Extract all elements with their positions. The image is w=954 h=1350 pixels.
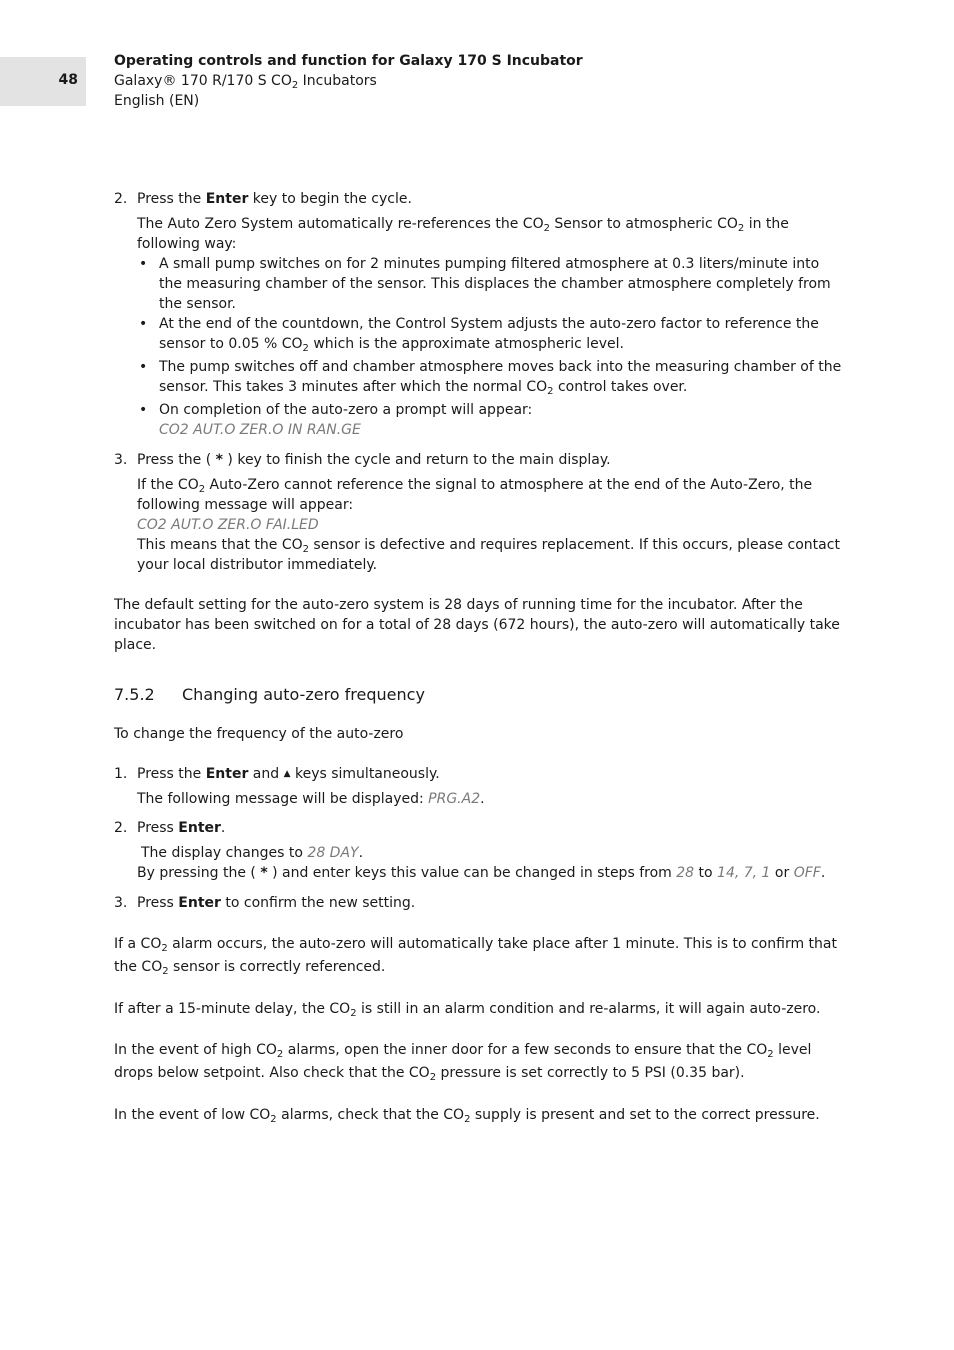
freq-step-1-message: The following message will be displayed: PRG.A2.	[137, 791, 485, 807]
section-title: Changing auto-zero frequency	[182, 685, 425, 704]
display-message: CO2 AUT.O ZER.O IN RAN.GE	[159, 422, 361, 438]
step-2: 2. Press the Enter key to begin the cycle.	[114, 191, 412, 207]
list-item: • At the end of the countdown, the Control System adjusts the auto-zero factor to reference the sensor to 0.05 % $CO_2$ which is the approximate atmospheric level.	[139, 316, 819, 354]
delay-paragraph: If after a 15-minute delay, the $CO_2$ is still in an alarm condition and re-alarms, it will again auto-zero.	[114, 1001, 821, 1019]
list-item: • A small pump switches on for 2 minutes pumping filtered atmosphere at 0.3 liters/minute into the measuring chamber of the sensor. This displaces the chamber atmosphere completely from the sensor.	[139, 256, 831, 312]
display-message: CO2 AUT.O ZER.O FAI.LED	[137, 517, 319, 533]
header-language: English (EN)	[114, 93, 200, 109]
auto-zero-bullets	[114, 254, 842, 440]
document-body	[114, 189, 842, 1125]
running-header	[114, 51, 583, 111]
freq-step-2-detail: The display changes to 28 DAY. By pressing the ( * ) and enter keys this value can be changed in steps from 28 to 14, 7, 1 or OFF.	[137, 845, 826, 881]
freq-step-2: 2. Press Enter.	[114, 820, 226, 836]
display-message: PRG.A2	[428, 791, 481, 807]
auto-zero-failure-text: If the $CO_2$ Auto-Zero cannot reference the signal to atmosphere at the end of the Auto-Zero, the following message will appear: CO2 AUT.O ZER.O FAI.LED This means that the $CO_2$ sensor is defective and requires replacement. If this occurs, please contact your local distributor immediately.	[137, 477, 840, 573]
key-star: *	[215, 452, 223, 468]
section-heading	[114, 684, 842, 706]
alarm-paragraph: If a $CO_2$ alarm occurs, the auto-zero will automatically take place after 1 minute. This is to confirm that the $CO_2$ sensor is correctly referenced.	[114, 936, 837, 977]
auto-zero-intro: The Auto Zero System automatically re-references the $CO_2$ Sensor to atmospheric $CO_2$ in the following way:	[137, 216, 789, 252]
freq-step-3: 3. Press Enter to confirm the new setting.	[114, 895, 416, 911]
high-co2-paragraph: In the event of high $CO_2$ alarms, open the inner door for a few seconds to ensure that the $CO_2$ level drops below setpoint. Also check that the $CO_2$ pressure is set correctly to 5 PSI (0.35 bar).	[114, 1042, 812, 1083]
header-title: Operating controls and function for Galaxy 170 S Incubator	[114, 53, 583, 69]
default-setting-paragraph: The default setting for the auto-zero system is 28 days of running time for the incubator. After the incubator has been switched on for a total of 28 days (672 hours), the auto-zero will automatically take place.	[114, 597, 840, 653]
section-intro: To change the frequency of the auto-zero	[114, 726, 404, 742]
header-subtitle: Galaxy® 170 R/170 S $CO_2$ Incubators	[114, 73, 377, 91]
key-enter: Enter	[178, 895, 221, 911]
page-number: 48	[58, 72, 78, 88]
up-arrow-icon: ▲	[283, 769, 291, 779]
key-enter: Enter	[205, 766, 249, 782]
list-item: • The pump switches off and chamber atmosphere moves back into the measuring chamber of the sensor. This takes 3 minutes after which the normal $CO_2$ control takes over.	[139, 359, 842, 397]
key-enter: Enter	[178, 820, 221, 836]
low-co2-paragraph: In the event of low $CO_2$ alarms, check that the $CO_2$ supply is present and set to the correct pressure.	[114, 1107, 820, 1125]
list-item: • On completion of the auto-zero a prompt will appear: CO2 AUT.O ZER.O IN RAN.GE	[139, 402, 533, 438]
step-3: 3. Press the ( * ) key to finish the cycle and return to the main display.	[114, 452, 611, 468]
freq-step-1: 1. Press the Enter and ▲ keys simultaneously.	[114, 766, 440, 782]
section-number: 7.5.2	[114, 685, 155, 704]
key-enter: Enter	[205, 191, 249, 207]
display-message: 28 DAY	[307, 845, 359, 861]
